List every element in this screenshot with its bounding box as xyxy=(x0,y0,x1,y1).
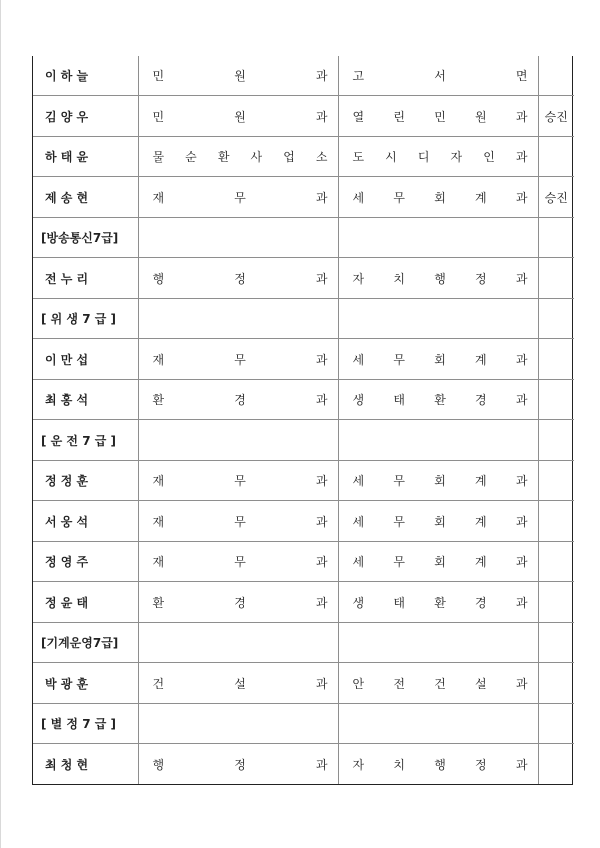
grade-heading: [ 운 전 7 급 ] xyxy=(33,420,138,461)
new-department: 세 무 회 계 과 xyxy=(338,460,538,501)
new-department: 자 치 행 정 과 xyxy=(338,258,538,299)
person-row xyxy=(33,177,574,218)
page-edge xyxy=(0,0,1,848)
new-department: 세 무 회 계 과 xyxy=(338,541,538,582)
new-department: 세 무 회 계 과 xyxy=(338,339,538,380)
person-row xyxy=(33,379,574,420)
remark xyxy=(538,744,574,784)
note-cell-empty xyxy=(538,622,574,663)
person-row xyxy=(33,96,574,137)
person-name: 정 정 훈 xyxy=(33,460,138,501)
remark xyxy=(538,56,574,96)
to-cell-empty xyxy=(338,217,538,258)
person-row xyxy=(33,744,574,784)
previous-department: 재 무 과 xyxy=(138,177,338,218)
remark xyxy=(538,339,574,380)
remark: 승진 xyxy=(538,96,574,137)
person-name: 정 영 주 xyxy=(33,541,138,582)
person-row xyxy=(33,136,574,177)
grade-heading-row xyxy=(33,217,574,258)
from-cell-empty xyxy=(138,420,338,461)
remark xyxy=(538,541,574,582)
from-cell-empty xyxy=(138,298,338,339)
note-cell-empty xyxy=(538,298,574,339)
remark xyxy=(538,663,574,704)
to-cell-empty xyxy=(338,420,538,461)
grade-heading-row xyxy=(33,703,574,744)
note-cell-empty xyxy=(538,703,574,744)
person-name: 박 광 훈 xyxy=(33,663,138,704)
personnel-table xyxy=(33,56,574,784)
person-row xyxy=(33,582,574,623)
personnel-transfer-sheet xyxy=(32,56,573,785)
previous-department: 행 정 과 xyxy=(138,258,338,299)
previous-department: 재 무 과 xyxy=(138,460,338,501)
person-name: 전 누 리 xyxy=(33,258,138,299)
person-name: 서 웅 석 xyxy=(33,501,138,542)
person-name: 이 만 섭 xyxy=(33,339,138,380)
grade-heading-row xyxy=(33,622,574,663)
previous-department: 물 순 환 사 업 소 xyxy=(138,136,338,177)
previous-department: 환 경 과 xyxy=(138,379,338,420)
person-name: 이 하 늘 xyxy=(33,56,138,96)
personnel-table-body xyxy=(33,56,574,784)
person-row xyxy=(33,258,574,299)
remark xyxy=(538,501,574,542)
person-name: 최 청 현 xyxy=(33,744,138,784)
previous-department: 환 경 과 xyxy=(138,582,338,623)
new-department: 안 전 건 설 과 xyxy=(338,663,538,704)
new-department: 도 시 디 자 인 과 xyxy=(338,136,538,177)
from-cell-empty xyxy=(138,217,338,258)
remark xyxy=(538,379,574,420)
remark xyxy=(538,460,574,501)
person-row xyxy=(33,460,574,501)
grade-heading-row xyxy=(33,420,574,461)
remark xyxy=(538,258,574,299)
person-row xyxy=(33,541,574,582)
grade-heading: [ 별 정 7 급 ] xyxy=(33,703,138,744)
previous-department: 재 무 과 xyxy=(138,501,338,542)
person-row xyxy=(33,501,574,542)
grade-heading: [방송통신7급] xyxy=(33,217,138,258)
to-cell-empty xyxy=(338,622,538,663)
previous-department: 민 원 과 xyxy=(138,56,338,96)
to-cell-empty xyxy=(338,703,538,744)
person-row xyxy=(33,339,574,380)
new-department: 생 태 환 경 과 xyxy=(338,582,538,623)
person-name: 김 양 우 xyxy=(33,96,138,137)
from-cell-empty xyxy=(138,703,338,744)
person-name: 제 송 현 xyxy=(33,177,138,218)
previous-department: 행 정 과 xyxy=(138,744,338,784)
grade-heading: [ 위 생 7 급 ] xyxy=(33,298,138,339)
person-name: 하 태 윤 xyxy=(33,136,138,177)
new-department: 세 무 회 계 과 xyxy=(338,501,538,542)
new-department: 세 무 회 계 과 xyxy=(338,177,538,218)
previous-department: 재 무 과 xyxy=(138,541,338,582)
grade-heading: [기계운영7급] xyxy=(33,622,138,663)
person-row xyxy=(33,56,574,96)
note-cell-empty xyxy=(538,217,574,258)
new-department: 고 서 면 xyxy=(338,56,538,96)
new-department: 생 태 환 경 과 xyxy=(338,379,538,420)
previous-department: 민 원 과 xyxy=(138,96,338,137)
grade-heading-row xyxy=(33,298,574,339)
person-row xyxy=(33,663,574,704)
new-department: 열 린 민 원 과 xyxy=(338,96,538,137)
new-department: 자 치 행 정 과 xyxy=(338,744,538,784)
remark: 승진 xyxy=(538,177,574,218)
person-name: 최 홍 석 xyxy=(33,379,138,420)
to-cell-empty xyxy=(338,298,538,339)
previous-department: 건 설 과 xyxy=(138,663,338,704)
from-cell-empty xyxy=(138,622,338,663)
person-name: 정 윤 태 xyxy=(33,582,138,623)
remark xyxy=(538,582,574,623)
remark xyxy=(538,136,574,177)
note-cell-empty xyxy=(538,420,574,461)
previous-department: 재 무 과 xyxy=(138,339,338,380)
